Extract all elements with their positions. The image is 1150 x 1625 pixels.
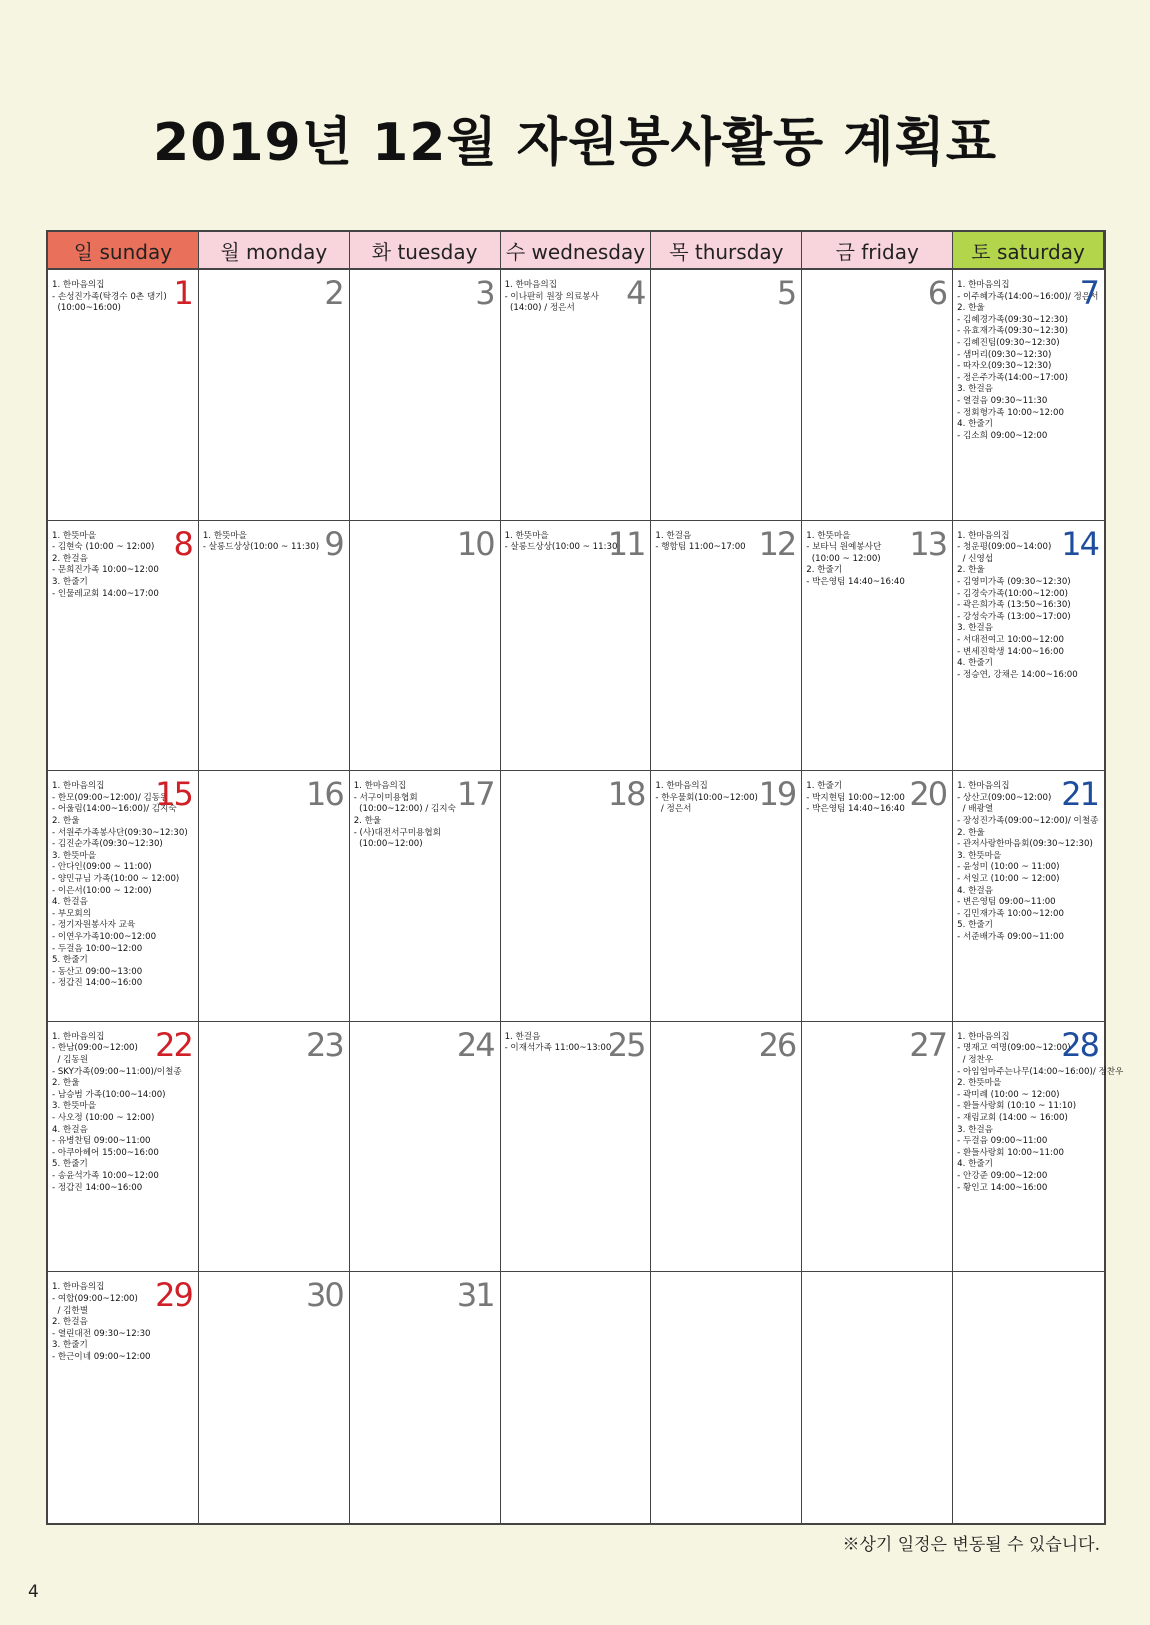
event-list: 1. 한마음의집 - 손성진가족(탁경수 0촌 댕기) (10:00~16:00) [52, 280, 167, 314]
day-cell [48, 1022, 199, 1273]
day-cell [199, 521, 350, 772]
day-number: 31 [456, 1276, 494, 1315]
event-list: 1. 한뜻마을 - 살롱드상상(10:00 ~ 11:30) [202, 530, 320, 553]
day-cell [48, 521, 199, 772]
day-cell [350, 1272, 501, 1523]
day-number: 2 [324, 274, 343, 312]
event-list: 1. 한뜻마을 - 살롱드상상(10:00 ~ 11:30) [504, 530, 621, 553]
day-number: 24 [456, 1025, 494, 1064]
header-friday: 금 friday [802, 232, 953, 270]
event-list: 1. 한줄기 - 박지현팀 10:00~12:00 - 박은영팀 14:40~16:40 [806, 781, 905, 815]
calendar-grid [46, 230, 1124, 1525]
day-number: 18 [607, 775, 645, 814]
event-list: 1. 한마음의집 - 이나판히 원장 의료봉사 (14:00) / 정은서 [504, 280, 599, 314]
day-number: 20 [909, 775, 947, 814]
day-number: 19 [758, 775, 796, 814]
day-number: 30 [305, 1276, 343, 1315]
day-cell [48, 771, 199, 1022]
event-list: 1. 한걸음 - 이재석가족 11:00~13:00 [504, 1031, 612, 1054]
day-cell [501, 270, 652, 521]
header-wednesday: 수 wednesday [501, 232, 652, 270]
day-cell [350, 521, 501, 772]
header-thursday: 목 thursday [651, 232, 802, 270]
day-number: 4 [626, 274, 645, 312]
event-list: 1. 한마음의집 - 한우물회(10:00~12:00) / 정은서 [655, 781, 758, 815]
event-list: 1. 한마음의집 - 여합(09:00~12:00) / 김한별 2. 한걸음 - 열린대전 09:30~12:30 3. 한줄기 - 한근이네 09:00~12:00 [52, 1282, 151, 1362]
day-number: 9 [324, 524, 343, 563]
schedule-note: ※상기 일정은 변동될 수 있습니다. [842, 1535, 1100, 1555]
event-list: 1. 한마음의집 - 한남(09:00~12:00) / 김동원 - SKY가족(09:00~11:00)/이철종 2. 한울 - 남승범 가족(10:00~14:00) 3. 한뜻마을 - 사오정 (10:00 ~ 12:00) 4. 한걸음 - 유병찬팀 09:00~11:00 - 아쿠아헤어 15:00~16:00 5. 한줄기 - 송윤석가족 10:00~12:00 - 정갑진 14:00~16:00 [52, 1031, 182, 1193]
day-number: 7 [1079, 274, 1098, 312]
day-cell [350, 771, 501, 1022]
day-number: 14 [1061, 524, 1098, 563]
day-number: 15 [155, 775, 192, 814]
day-cell [501, 521, 652, 772]
day-cell [953, 521, 1104, 772]
day-number: 16 [305, 775, 343, 814]
day-cell [199, 1272, 350, 1523]
page-number: 4 [28, 1582, 39, 1602]
header-saturday: 토 saturday [953, 232, 1104, 270]
day-cell [501, 1272, 652, 1523]
day-number: 27 [909, 1025, 947, 1064]
day-number: 11 [607, 524, 645, 563]
event-list: 1. 한뜻마을 - 보타닉 원예봉사단 (10:00 ~ 12:00) 2. 한줄기 - 박은영팀 14:40~16:40 [806, 530, 905, 587]
day-cell [199, 771, 350, 1022]
day-cell [651, 771, 802, 1022]
day-number: 22 [155, 1025, 192, 1064]
day-cell [953, 270, 1104, 521]
day-cell [802, 521, 953, 772]
day-cell [802, 771, 953, 1022]
header-monday: 월 monday [199, 232, 350, 270]
day-number: 21 [1061, 775, 1098, 814]
day-cell [350, 1022, 501, 1273]
day-cell [651, 1272, 802, 1523]
event-list: 1. 한뜻마을 - 김현숙 (10:00 ~ 12:00) 2. 한걸음 - 문희진가족 10:00~12:00 3. 한줄기 - 인물레교회 14:00~17:00 [52, 530, 159, 599]
day-cell [199, 1022, 350, 1273]
day-cell [953, 1022, 1124, 1273]
day-number: 8 [173, 524, 192, 563]
day-cell [48, 1272, 199, 1523]
header-sunday: 일 sunday [48, 232, 199, 270]
day-number: 12 [758, 524, 796, 563]
day-cell [802, 270, 953, 521]
day-cell [802, 1272, 953, 1523]
event-list: 1. 한마음의집 - 명재고 여명(09:00~12:00) / 정찬우 - 아임엄마주는나무(14:00~16:00)/ 정찬우 2. 한뜻마을 - 곽미례 (10:00 ~ 12:00) - 환들사랑회 (10:10 ~ 11:10) - 재림교회 (14:00 ~ 16:00) 3. 한걸음 - 두걸음 09:00~11:00 - 환들사랑회 10:00~11:00 4. 한줄기 - 안강준 09:00~12:00 - 황인고 14:00~16:00 [957, 1031, 1124, 1193]
event-list: 1. 한마음의집 - 상산고(09:00~12:00) / 배광열 - 장성진가족(09:00~12:00)/ 이철종 2. 한울 - 관저사랑한마음회(09:30~12:30) 3. 한뜻마을 - 윤성미 (10:00 ~ 11:00) - 서일고 (10:00 ~ 12:00) 4. 한걸음 - 변은영팀 09:00~11:00 - 김민재가족 10:00~12:00 5. 한줄기 - 서준배가족 09:00~11:00 [957, 781, 1099, 942]
day-cell [350, 270, 501, 521]
event-list: 1. 한마음의집 - 이주혜가족(14:00~16:00)/ 정은서 2. 한울 - 김혜경가족(09:30~12:30) - 유효재가족(09:30~12:30) - 김혜진팀(09:30~12:30) - 샘머리(09:30~12:30) - 따자오(09:30~12:30) - 정은주가족(14:00~17:00) 3. 한걸음 - 열걸음 09:30~11:30 - 정회형가족 10:00~12:00 4. 한줄기 - 김소희 09:00~12:00 [957, 280, 1099, 441]
day-number: 23 [305, 1025, 343, 1064]
day-cell [802, 1022, 953, 1273]
page-title: 2019년 12월 자원봉사활동 계획표 [153, 113, 997, 173]
day-number: 1 [173, 274, 192, 312]
day-number: 28 [1061, 1025, 1098, 1064]
day-number: 6 [927, 274, 947, 312]
event-list: 1. 한마음의집 - 서구이미용협회 (10:00~12:00) / 김지숙 2. 한울 - (사)대전서구미용협회 (10:00~12:00) [353, 781, 456, 850]
day-cell [953, 1272, 1104, 1523]
day-number: 25 [607, 1025, 645, 1064]
day-number: 3 [475, 274, 494, 312]
event-list: 1. 한걸음 - 행함팀 11:00~17:00 [655, 530, 746, 553]
day-cell [651, 521, 802, 772]
day-cell [501, 1022, 652, 1273]
day-number: 17 [456, 775, 494, 814]
day-cell [651, 1022, 802, 1273]
day-cell [953, 771, 1104, 1022]
day-number: 29 [155, 1276, 192, 1315]
day-number: 26 [758, 1025, 796, 1064]
day-number: 13 [909, 524, 947, 563]
day-number: 5 [776, 274, 796, 312]
header-tuesday: 화 tuesday [350, 232, 501, 270]
event-list: 1. 한마음의집 - 청운평(09:00~14:00) / 신영섭 2. 한울 - 김영미가족 (09:30~12:30) - 김경숙가족(10:00~12:00) - 곽은희가족 (13:50~16:30) - 강성숙가족 (13:00~17:00) 3. 한걸음 - 서대전여고 10:00~12:00 - 변세진학생 14:00~16:00 4. 한줄기 - 정승연, 강채은 14:00~16:00 [957, 530, 1078, 680]
day-cell [48, 270, 199, 521]
day-cell [501, 771, 652, 1022]
day-cell [199, 270, 350, 521]
event-list: 1. 한마음의집 - 한모(09:00~12:00)/ 김동원 - 어울림(14:00~16:00)/ 김지숙 2. 한울 - 서원주가족봉사단(09:30~12:30) - 김진순가족(09:30~12:30) 3. 한뜻마을 - 안다인(09:00 ~ 11:00) - 양민규님 가족(10:00 ~ 12:00) - 이은서(10:00 ~ 12:00) 4. 한걸음 - 부모회의 - 정기자원봉사자 교육 - 이연우가족10:00~12:00 - 두걸음 10:00~12:00 5. 한줄기 - 동산고 09:00~13:00 - 정갑진 14:00~16:00 [52, 781, 188, 989]
day-number: 10 [456, 524, 494, 563]
day-cell [651, 270, 802, 521]
